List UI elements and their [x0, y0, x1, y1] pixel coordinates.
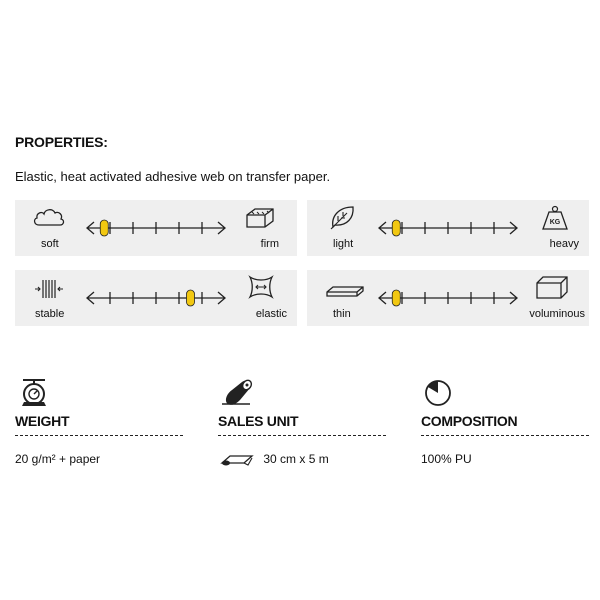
scale-track	[375, 216, 521, 240]
stretch-fabric-icon	[247, 274, 275, 300]
property-scale-stable-elastic	[15, 270, 297, 326]
spec-title: WEIGHT	[15, 413, 70, 429]
spec-title: SALES UNIT	[218, 413, 299, 429]
dashed-divider	[218, 435, 386, 436]
brick-icon	[245, 207, 275, 229]
thin-slab-icon	[325, 284, 365, 300]
spec-value-row	[220, 452, 329, 467]
scale-left-label: stable	[35, 308, 65, 320]
scale-level-marker	[100, 220, 108, 236]
box-icon	[535, 274, 569, 300]
pie-chart-icon	[423, 376, 455, 408]
scale-level-marker	[392, 220, 400, 236]
scale-left-label: thin	[333, 308, 351, 320]
property-scale-light-heavy	[307, 200, 589, 256]
properties-heading: PROPERTIES:	[15, 134, 108, 150]
spec-value: 20 g/m² + paper	[15, 452, 101, 466]
scale-left-label: soft	[41, 238, 59, 250]
scale-right-label: elastic	[255, 308, 287, 320]
scale-level-marker	[392, 290, 400, 306]
spec-title: COMPOSITION	[421, 413, 518, 429]
dashed-divider	[421, 435, 589, 436]
stable-lines-icon	[33, 278, 65, 300]
scale-right-label: heavy	[549, 238, 579, 250]
scale-right-label: voluminous	[529, 308, 585, 320]
property-scale-soft-firm	[15, 200, 297, 256]
cloud-icon	[32, 206, 66, 228]
kg-weight-icon	[541, 205, 569, 231]
scale-level-marker	[187, 290, 195, 306]
scale-track	[83, 216, 229, 240]
svg-text:KG: KG	[549, 219, 561, 226]
scale-left-label: light	[333, 238, 354, 250]
scale-weighing-icon	[17, 376, 51, 408]
property-scale-thin-voluminous	[307, 270, 589, 326]
unrolled-roll-icon	[220, 453, 254, 467]
leaf-icon	[329, 204, 357, 230]
scale-track	[83, 286, 229, 310]
roll-icon	[220, 376, 260, 408]
scale-right-label: firm	[260, 238, 279, 250]
scale-track	[375, 286, 521, 310]
spec-value: 100% PU	[421, 452, 472, 466]
spec-value: 30 cm x 5 m	[263, 452, 329, 466]
dashed-divider	[15, 435, 183, 436]
properties-description: Elastic, heat activated adhesive web on transfer paper.	[15, 169, 331, 184]
